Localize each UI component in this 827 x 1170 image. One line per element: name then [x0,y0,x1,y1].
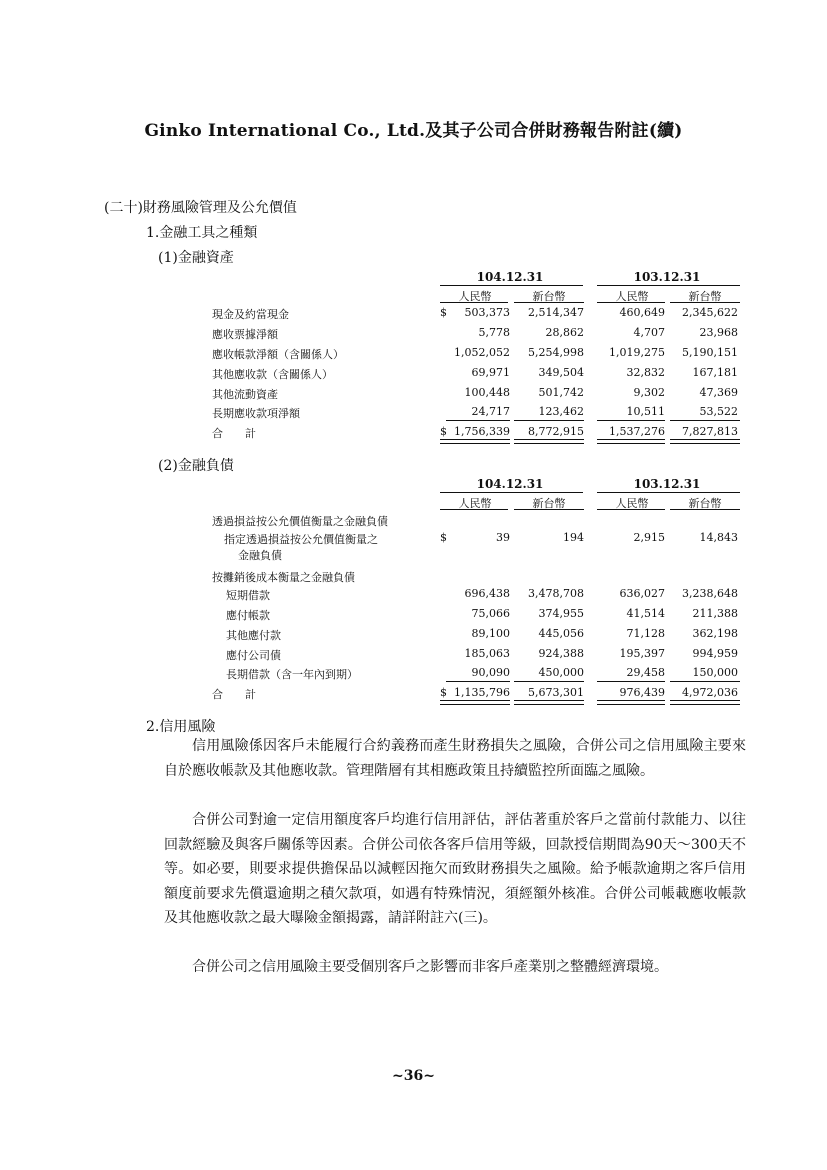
table-total-cell: 4,972,036 [682,686,738,699]
column-header: 人民幣 [615,290,649,303]
table-cell: 24,717 [471,405,510,418]
table-cell: 53,522 [699,405,738,418]
period-header: 103.12.31 [633,270,701,284]
table-cell: 501,742 [538,386,584,399]
table-total-cell: 976,439 [619,686,665,699]
table-cell: 3,478,708 [528,587,584,600]
table-total-cell: 7,827,813 [682,425,738,438]
table-cell: 14,843 [699,531,738,544]
table-row-label: 短期借款 [226,589,270,602]
paragraph: 合併公司之信用風險主要受個別客戶之影響而非客戶產業別之整體經濟環境。 [192,959,668,975]
group-label: 按攤銷後成本衡量之金融負債 [212,571,355,584]
table-cell: 374,955 [538,607,584,620]
section-heading: (二十)財務風險管理及公允價值 [104,200,297,216]
table-total-cell: 8,772,915 [528,425,584,438]
table-cell: 185,063 [464,647,510,660]
table-cell: 5,254,998 [528,346,584,359]
table-total-cell: 1,135,796 [454,686,510,699]
table-cell: 362,198 [692,627,738,640]
table-cell: 696,438 [464,587,510,600]
table-cell: 1,052,052 [454,346,510,359]
table-row-label: 應收票據淨額 [212,328,278,341]
table-total-cell: 5,673,301 [528,686,584,699]
table-row-label: 其他應收款（含關係人） [212,368,333,381]
table-cell: 100,448 [464,386,510,399]
table-cell: 41,514 [626,607,665,620]
table-total-cell: 1,537,276 [609,425,665,438]
table-cell: 4,707 [633,326,665,339]
currency-symbol: $ [440,425,447,438]
column-header: 新台幣 [532,290,566,303]
page-number: ~36~ [392,1068,435,1084]
column-header: 人民幣 [458,497,492,510]
table-cell: 211,388 [692,607,738,620]
table-cell: 2,345,622 [682,306,738,319]
table-row-label: 應付帳款 [226,609,270,622]
group-label: 透過損益按公允價值衡量之金融負債 [212,515,388,528]
table-cell: 29,458 [626,666,665,679]
table-total-cell: 1,756,339 [454,425,510,438]
period-header: 104.12.31 [476,477,544,491]
table-row-label-cont: 金融負債 [238,549,282,562]
column-header: 新台幣 [688,290,722,303]
table-total-label: 合 計 [212,688,256,701]
currency-symbol: $ [440,306,447,319]
assets-heading: (1)金融資產 [158,250,234,266]
column-header: 人民幣 [458,290,492,303]
table-row-label: 其他流動資產 [212,388,278,401]
table-cell: 89,100 [471,627,510,640]
table-cell: 195,397 [619,647,665,660]
table-row-label: 現金及約當現金 [212,308,289,321]
table-cell: 75,066 [471,607,510,620]
table-row-label: 長期借款（含一年內到期） [226,668,358,681]
table-cell: 349,504 [538,366,584,379]
table-total-label: 合 計 [212,427,256,440]
table-cell: 39 [496,531,510,544]
table-row-label: 其他應付款 [226,629,281,642]
table-cell: 10,511 [626,405,665,418]
table-cell: 5,778 [478,326,510,339]
column-header: 人民幣 [615,497,649,510]
table-cell: 69,971 [471,366,510,379]
liabilities-heading: (2)金融負債 [158,458,234,474]
table-cell: 32,832 [626,366,665,379]
table-cell: 445,056 [538,627,584,640]
table-row-label: 應付公司債 [226,649,281,662]
table-cell: 23,968 [699,326,738,339]
table-cell: 460,649 [619,306,665,319]
page-title: Ginko International Co., Ltd.及其子公司合併財務報告附註(續) [144,121,683,141]
table-cell: 3,238,648 [682,587,738,600]
table-cell: 5,190,151 [682,346,738,359]
table-cell: 123,462 [538,405,584,418]
table-cell: 994,959 [692,647,738,660]
column-header: 新台幣 [688,497,722,510]
paragraph: 信用風險係因客戶未能履行合約義務而產生財務損失之風險，合併公司之信用風險主要來自於應收帳款及其他應收款。管理階層有其相應政策且持續監控所面臨之風險。 [164,738,746,779]
table-cell: 47,369 [699,386,738,399]
table-cell: 71,128 [626,627,665,640]
table-cell: 9,302 [633,386,665,399]
period-header: 104.12.31 [476,270,544,284]
table-cell: 194 [563,531,584,544]
table-row-label: 長期應收款項淨額 [212,407,300,420]
table-cell: 2,514,347 [528,306,584,319]
subsection-heading: 1.金融工具之種類 [146,225,258,241]
table-cell: 167,181 [692,366,738,379]
table-row-label: 指定透過損益按公允價值衡量之 [224,533,378,546]
table-row-label: 應收帳款淨額（含關係人） [212,348,344,361]
credit-risk-heading: 2.信用風險 [146,719,216,735]
paragraph: 合併公司對逾一定信用額度客戶均進行信用評估，評估著重於客戶之當前付款能力、以往回款經驗及與客戶關係等因素。合併公司依各客戶信用等級，回款授信期間為90天～300天不等。如必要，則要求提供擔保品以減輕因拖欠而致財務損失之風險。給予帳款逾期之客戶信用額度前要求先償還逾期之積欠款項，如遇有特殊情況，須經額外核准。合併公司帳載應收帳款及其他應收款之最大曝險金額揭露，請詳附註六(三)。 [164,812,746,926]
table-cell: 1,019,275 [609,346,665,359]
table-cell: 636,027 [619,587,665,600]
currency-symbol: $ [440,686,447,699]
period-header: 103.12.31 [633,477,701,491]
column-header: 新台幣 [532,497,566,510]
table-cell: 28,862 [545,326,584,339]
table-cell: 924,388 [538,647,584,660]
table-cell: 2,915 [633,531,665,544]
table-cell: 150,000 [692,666,738,679]
table-cell: 90,090 [471,666,510,679]
currency-symbol: $ [440,531,447,544]
table-cell: 450,000 [538,666,584,679]
table-cell: 503,373 [464,306,510,319]
